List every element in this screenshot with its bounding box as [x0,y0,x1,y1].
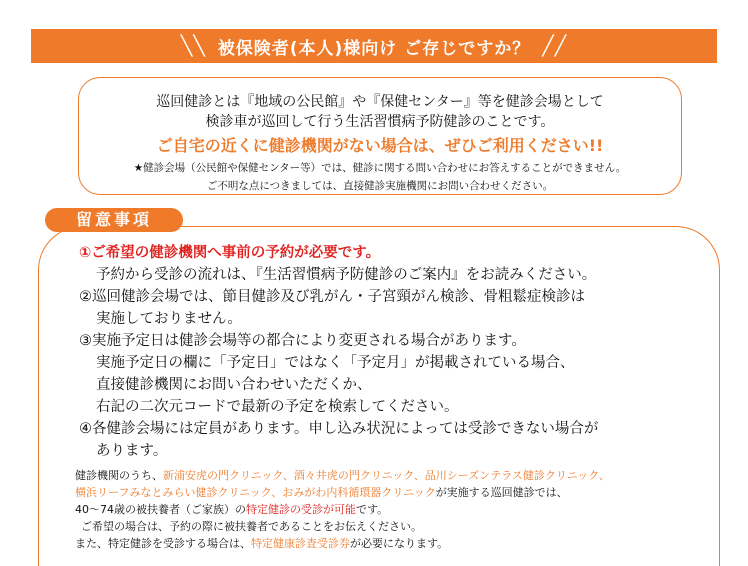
footer-text: です。 [356,503,389,516]
notes-item: 実施予定日の欄に「予定日」ではなく「予定月」が掲載されている場合、 [96,355,575,371]
intro-line-1: 巡回健診とは『地域の公民館』や『保健センター』等を健診会場として [156,94,604,110]
notes-item: ②巡回健診会場では、節目健診及び乳がん・子宮頸がん検診、骨粗鬆症検診は [79,289,585,305]
footer-line-3 [75,501,715,518]
footer-line-4: ご希望の場合は、予約の際に被扶養者であることをお伝えください。 [81,520,422,533]
notes-tab: 留意事項 [45,208,183,232]
banner-title: 被保険者(本人)様向け ご存じですか？ [217,38,531,59]
header-banner [31,29,717,63]
notes-item: 予約から受診の流れは、『生活習慣病予防健診のご案内』をお読みください。 [96,267,597,283]
voucher-highlight: 特定健康診査受診券 [251,537,350,550]
notes-list [79,242,699,462]
clinic-list: 横浜リーフみなとみらい健診クリニック、おみがわ内科循環器クリニック [75,486,436,499]
banner-slash-right: ╱╱ [542,35,568,57]
notes-item: 右記の二次元コードで最新の予定を検索してください。 [96,399,459,415]
footer-text: 健診機関のうち、 [75,469,163,482]
intro-box [78,77,682,195]
notes-item: ①ご希望の健診機関へ事前の予約が必要です。 [79,245,381,261]
intro-line-2: 検診車が巡回して行う生活習慣病予防健診のことです。 [205,114,555,130]
footer-text: が必要になります。 [350,537,449,550]
specific-checkup-highlight: 特定健診の受診が可能 [246,503,356,516]
footer-notes [75,467,715,552]
intro-note-2: ご不明な点につきましては、直接健診実施機関にお問い合わせください。 [206,180,554,192]
intro-highlight: ご自宅の近くに健診機関がない場合は、ぜひご利用ください!! [156,136,604,155]
notes-item: あります。 [96,443,168,459]
notes-item: 直接健診機関にお問い合わせいただくか、 [96,377,372,393]
footer-line-2 [75,484,715,501]
footer-line-5 [75,535,715,552]
footer-line-1 [75,467,715,484]
footer-text: また、特定健診を受診する場合は、 [75,537,251,550]
clinic-list: 新浦安虎の門クリニック、酒々井虎の門クリニック、品川シーズンテラス健診クリニック、 [163,469,610,482]
intro-note-1: ★健診会場（公民館や保健センター等）では、健診に関する問い合わせにお答えすることができません。 [133,162,627,174]
notes-item: ④各健診会場には定員があります。申し込み状況によっては受診できない場合が [79,421,599,437]
notes-item: 実施しておりません。 [96,311,242,327]
banner-slash-left: ╲╲ [180,35,206,57]
notes-item: ③実施予定日は健診会場等の都合により変更される場合があります。 [79,333,526,349]
footer-text: 40～74歳の被扶養者（ご家族）の [75,503,246,516]
footer-text: が実施する巡回健診では、 [435,486,568,499]
